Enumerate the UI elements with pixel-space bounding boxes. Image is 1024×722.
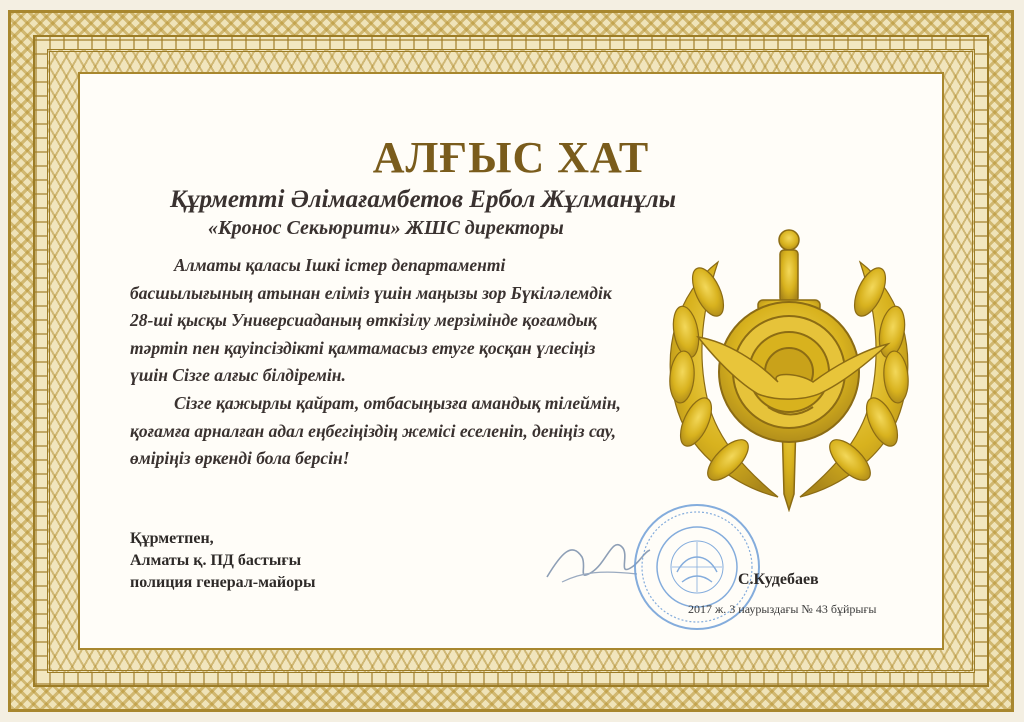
recipient-position: «Кронос Секьюрити» ЖШС директоры (208, 217, 564, 239)
closing-block (130, 528, 316, 594)
closing-line: Құрметпен, (130, 530, 214, 547)
letter-paragraph: Сізге қажырлы қайрат, отбасыңызға амандық тілеймін, қоғамға арналған адал еңбегіңіздің жемісі еселеніп, деніңіз сау, өміріңіз өркенді бола берсін! (130, 392, 621, 469)
police-emblem-icon (648, 222, 930, 512)
recipient-name: Құрметті Әлімағамбетов Ербол Жұлманұлы (170, 186, 677, 213)
certificate-body (78, 72, 944, 650)
signer-name: С.Кудебаев (738, 571, 819, 588)
closing-line: полиция генерал-майоры (130, 574, 316, 591)
order-reference: 2017 ж. 3 наурыздағы № 43 бұйрығы (688, 602, 877, 616)
certificate (8, 10, 1014, 712)
letter-text (130, 252, 630, 473)
certificate-title: АЛҒЫС ХАТ (372, 133, 650, 182)
letter-paragraph: Алматы қаласы Ішкі істер департаменті басшылығының атынан еліміз үшін маңызы зор Бүкіләлемдік 28-ші қысқы Универсиаданың өткізілу мерзімінде қоғамдық тәртіп пен қауіпсіздікті қамтамасыз етуге қосқан үлесіңіз үшін Сізге алғыс білдіремін. (130, 255, 612, 386)
closing-line: Алматы қ. ПД бастығы (130, 552, 302, 569)
